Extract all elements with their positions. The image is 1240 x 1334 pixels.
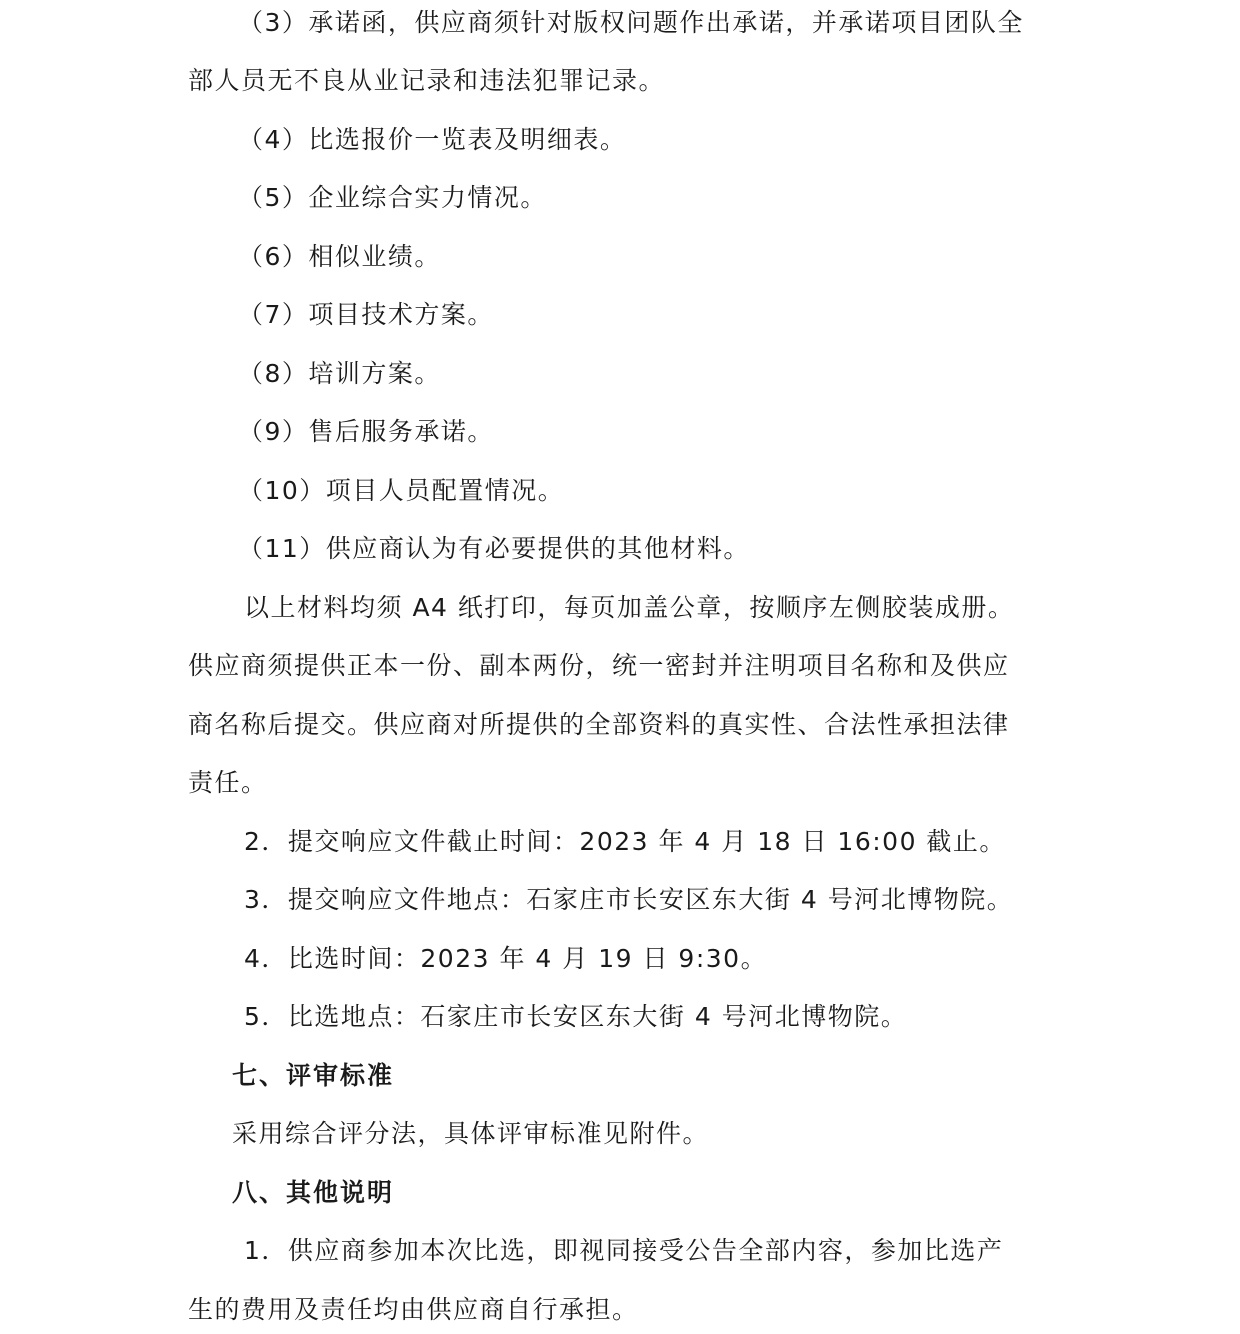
materials-para-line-4: 责任。 (188, 768, 268, 797)
materials-para-line-3: 商名称后提交。供应商对所提供的全部资料的真实性、合法性承担法律 (188, 710, 1010, 739)
deadline-item: 2．提交响应文件截止时间：2023 年 4 月 18 日 16:00 截止。 (244, 827, 1006, 856)
item-3-line-1: （3）承诺函，供应商须针对版权问题作出承诺，并承诺项目团队全 (238, 8, 1024, 37)
item-7: （7）项目技术方案。 (238, 300, 494, 329)
submission-location-item: 3．提交响应文件地点：石家庄市长安区东大街 4 号河北博物院。 (244, 885, 1014, 914)
materials-para-line-1: 以上材料均须 A4 纸打印，每页加盖公章，按顺序左侧胶装成册。 (244, 593, 1015, 622)
other-notes-item-1-line-2: 生的费用及责任均由供应商自行承担。 (188, 1295, 639, 1324)
item-6: （6）相似业绩。 (238, 242, 441, 271)
item-8: （8）培训方案。 (238, 359, 441, 388)
selection-location-item: 5．比选地点：石家庄市长安区东大街 4 号河北博物院。 (244, 1002, 908, 1031)
item-9: （9）售后服务承诺。 (238, 417, 494, 446)
item-11: （11）供应商认为有必要提供的其他材料。 (238, 534, 750, 563)
item-3-line-2: 部人员无不良从业记录和违法犯罪记录。 (188, 66, 666, 95)
item-10: （10）项目人员配置情况。 (238, 476, 565, 505)
selection-time-item: 4．比选时间：2023 年 4 月 19 日 9:30。 (244, 944, 768, 973)
other-notes-item-1-line-1: 1．供应商参加本次比选，即视同接受公告全部内容，参加比选产 (244, 1236, 1004, 1265)
materials-para-line-2: 供应商须提供正本一份、副本两份，统一密封并注明项目名称和及供应 (188, 651, 1010, 680)
section-heading-review-criteria: 七、评审标准 (232, 1061, 395, 1090)
review-criteria-text: 采用综合评分法，具体评审标准见附件。 (232, 1119, 710, 1148)
item-4: （4）比选报价一览表及明细表。 (238, 125, 627, 154)
item-5: （5）企业综合实力情况。 (238, 183, 547, 212)
section-heading-other-notes: 八、其他说明 (232, 1178, 395, 1207)
